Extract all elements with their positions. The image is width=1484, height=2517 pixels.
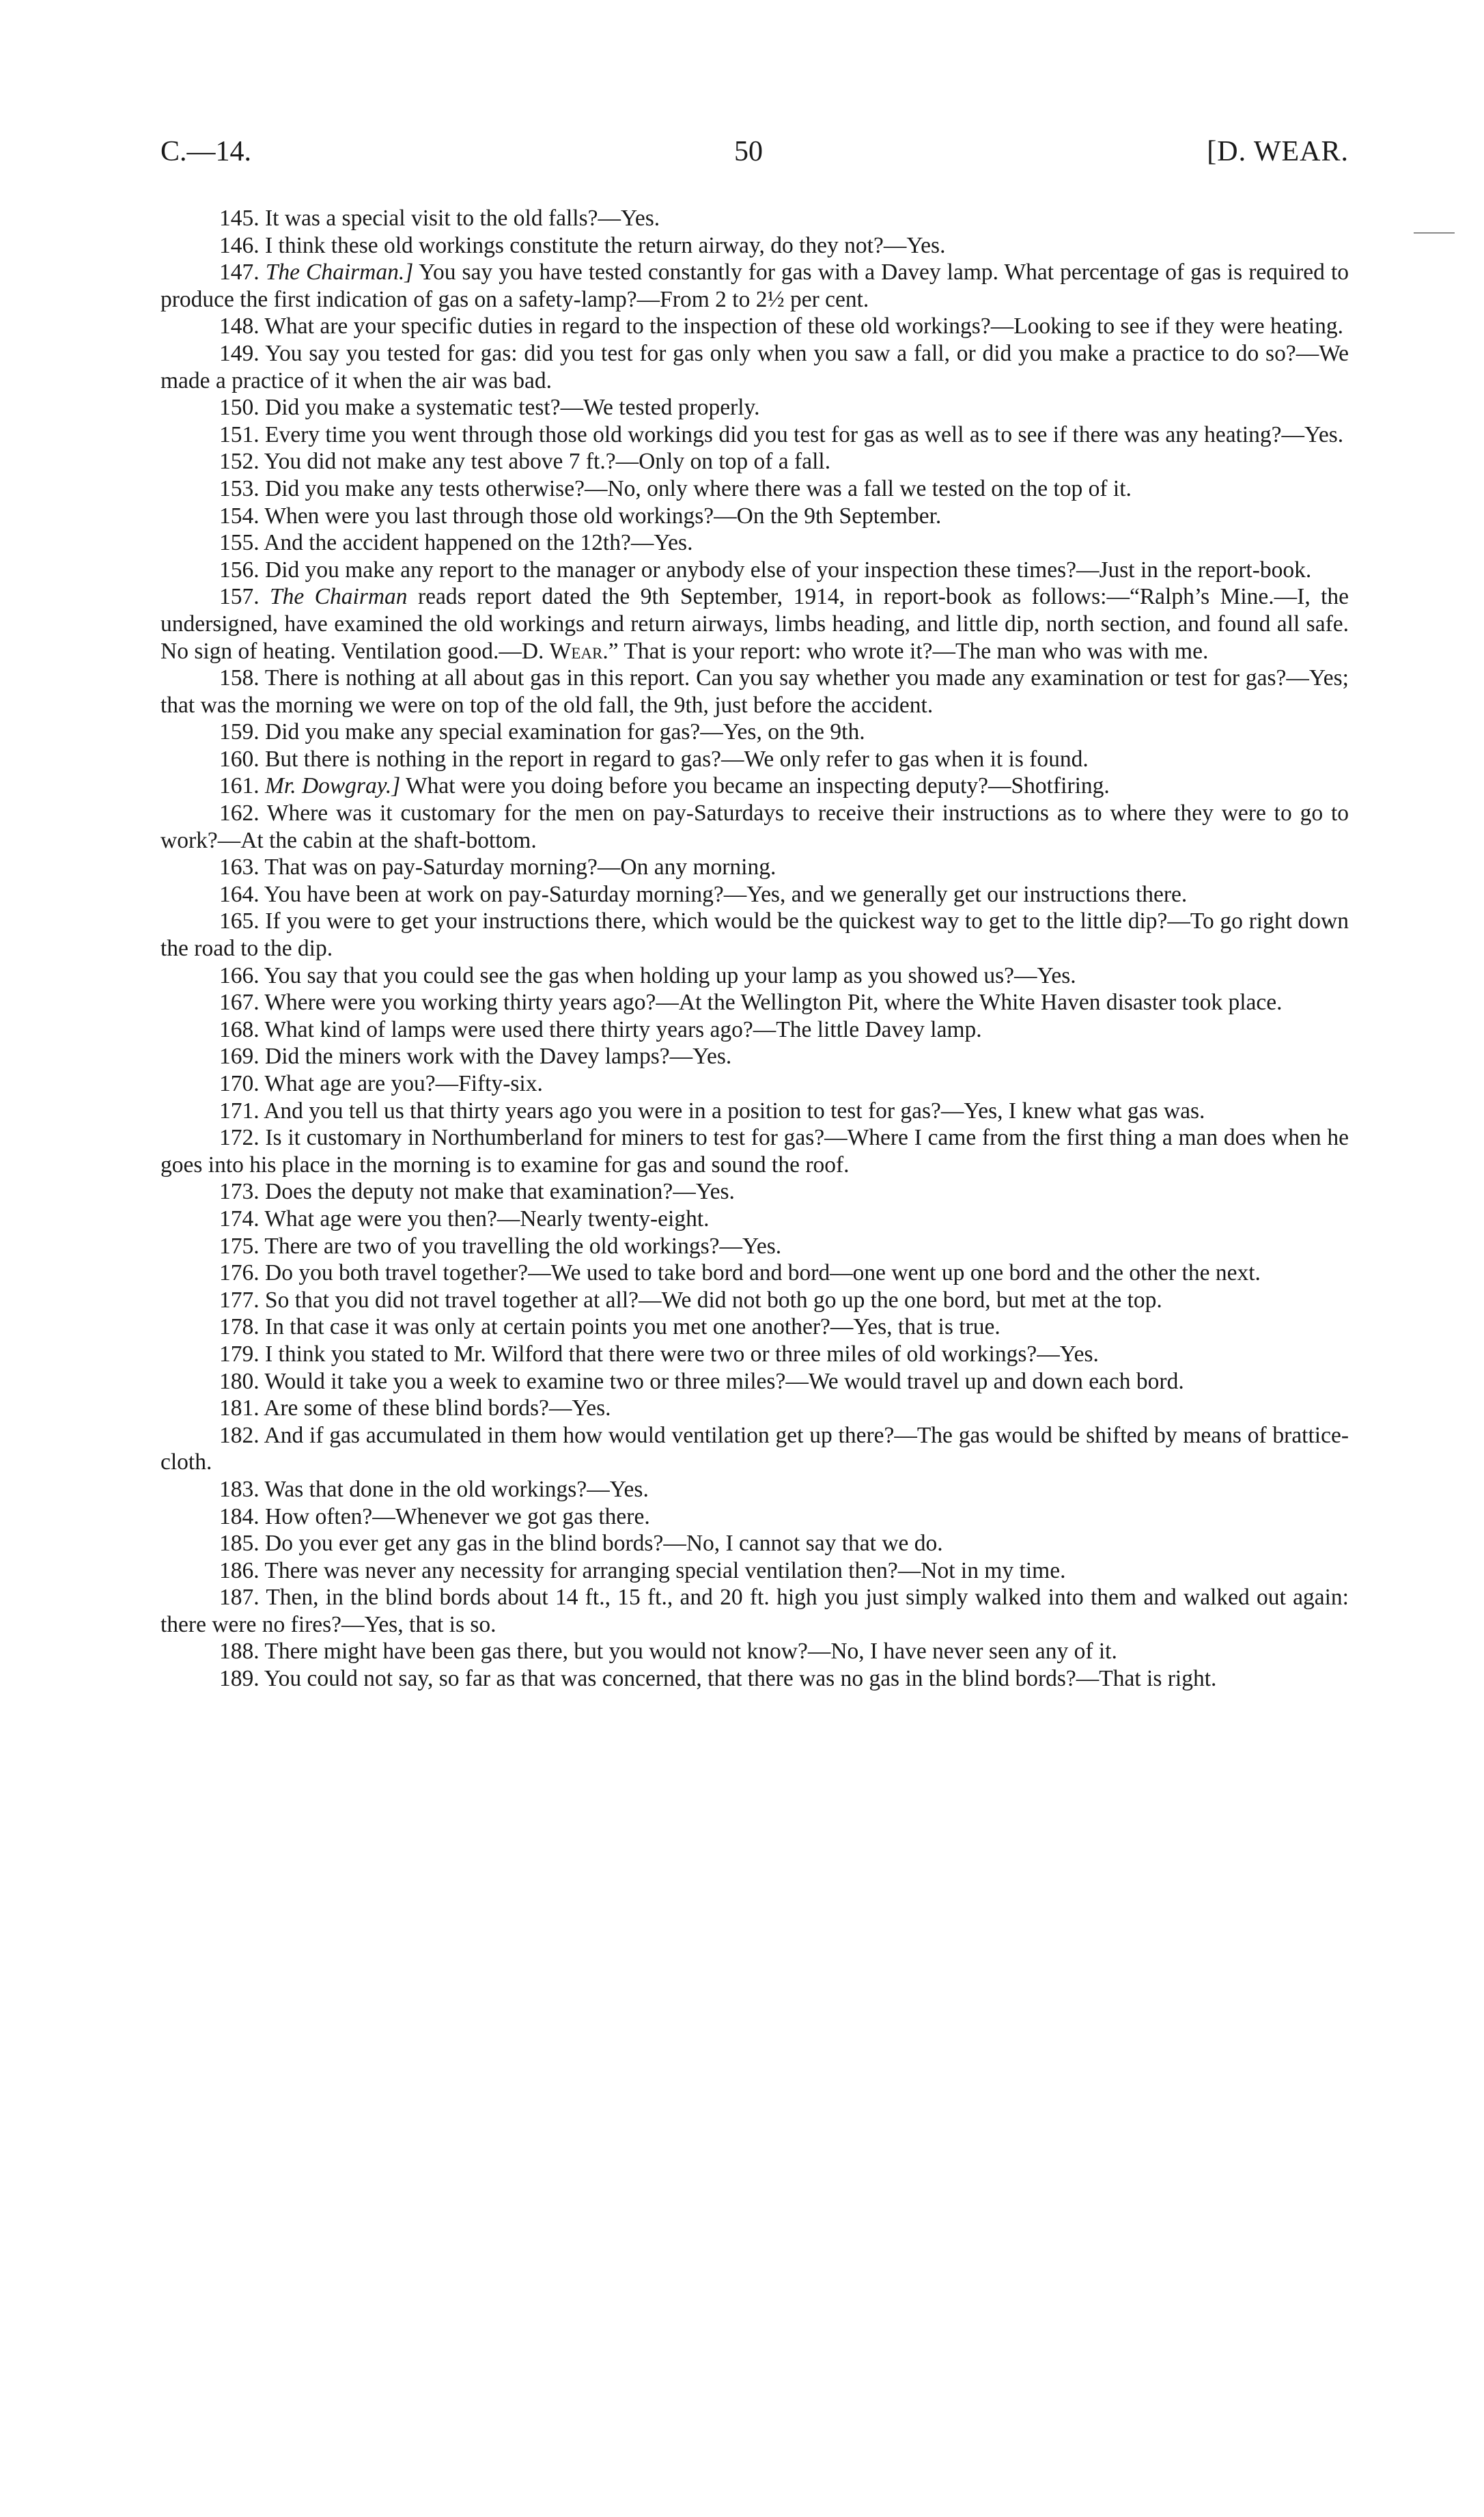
- question-number: 162.: [219, 801, 260, 826]
- question-answer-text: There are two of you travelling the old workings?—Yes.: [264, 1233, 782, 1259]
- question-number: 161.: [219, 773, 260, 799]
- question-answer-text: Was that done in the old workings?—Yes.: [264, 1476, 649, 1502]
- question-number: 171.: [219, 1098, 260, 1124]
- question-number: 165.: [219, 908, 260, 934]
- testimony-paragraph: [160, 719, 1349, 746]
- question-answer-text: So that you did not travel together at all?—We did not both go up the one bord, but met at the top.: [265, 1287, 1162, 1313]
- question-number: 168.: [219, 1016, 260, 1042]
- question-answer-text: reads report dated the 9th September, 1914, in report-book as follows:—“Ralph’s Mine.—I, the undersigned, have examined the old workings and return airways, limbs heading, and little dip, north section, and found all safe. No sign of heating. Ventilation good.—D.: [160, 584, 1349, 664]
- question-answer-text: Does the deputy not make that examination?—Yes.: [265, 1179, 735, 1205]
- testimony-paragraph: [160, 1313, 1349, 1341]
- question-number: 149.: [219, 340, 260, 366]
- testimony-paragraph: [160, 854, 1349, 881]
- testimony-paragraph: [160, 557, 1349, 584]
- question-number: 163.: [219, 854, 260, 880]
- question-number: 180.: [219, 1368, 260, 1394]
- testimony-paragraph: [160, 232, 1349, 260]
- question-answer-text: If you were to get your instructions there, which would be the quickest way to get to the little dip?—To go right down the road to the dip.: [160, 908, 1349, 962]
- speaker-label: The Chairman: [270, 584, 408, 610]
- testimony-paragraph: [160, 1233, 1349, 1260]
- testimony-paragraph: [160, 1557, 1349, 1585]
- question-number: 189.: [219, 1666, 260, 1692]
- testimony-paragraph: [160, 259, 1349, 313]
- question-answer-text-continued: ” That is your report: who wrote it?—The man who was with me.: [608, 638, 1209, 664]
- question-answer-text: Every time you went through those old workings did you test for gas as well as to see if there was any heating?—Yes.: [265, 421, 1344, 447]
- question-answer-text: Is it customary in Northumberland for miners to test for gas?—Where I came from the first thing a man does when he goes into his place in the morning is to examine for gas and sound the roof.: [160, 1125, 1349, 1178]
- question-answer-text: But there is nothing in the report in regard to gas?—We only refer to gas when it is found.: [265, 746, 1089, 772]
- question-number: 188.: [219, 1639, 260, 1665]
- question-number: 164.: [219, 881, 260, 907]
- testimony-paragraph: [160, 962, 1349, 990]
- testimony-paragraph: [160, 800, 1349, 854]
- question-answer-text: And you tell us that thirty years ago you were in a position to test for gas?—Yes, I knew what gas was.: [264, 1098, 1205, 1124]
- testimony-paragraph: [160, 746, 1349, 773]
- speaker-label: The Chairman.]: [265, 260, 414, 286]
- question-number: 181.: [219, 1395, 260, 1421]
- document-reference: C.—14.: [160, 136, 252, 167]
- question-number: 150.: [219, 395, 260, 421]
- question-answer-text: What age were you then?—Nearly twenty-eight.: [264, 1206, 710, 1232]
- question-number: 156.: [219, 557, 260, 583]
- question-number: 167.: [219, 990, 260, 1016]
- question-number: 182.: [219, 1422, 260, 1448]
- question-number: 157.: [219, 584, 260, 610]
- margin-mark: [1414, 232, 1455, 234]
- question-number: 147.: [219, 260, 260, 286]
- testimony-paragraph: [160, 394, 1349, 421]
- testimony-paragraph: [160, 989, 1349, 1016]
- testimony-paragraph: [160, 1422, 1349, 1476]
- question-answer-text: There is nothing at all about gas in this report. Can you say whether you made any examination or test for gas?—Yes; that was the morning we were on top of the old fall, the 9th, just before the accident.: [160, 665, 1349, 718]
- testimony-paragraph: [160, 1043, 1349, 1070]
- testimony-paragraph: [160, 475, 1349, 503]
- question-answer-text: That was on pay-Saturday morning?—On any morning.: [264, 854, 776, 880]
- signature-name: Wear.: [549, 638, 608, 664]
- question-number: 173.: [219, 1179, 260, 1205]
- question-number: 187.: [219, 1585, 260, 1611]
- question-number: 160.: [219, 746, 260, 772]
- question-answer-text: You say you have tested constantly for gas with a Davey lamp. What percentage of gas is required to produce the first indication of gas on a safety-lamp?—From 2 to 2½ per cent.: [160, 260, 1349, 312]
- question-number: 170.: [219, 1071, 260, 1096]
- testimony-paragraph: [160, 1016, 1349, 1044]
- question-answer-text: Do you ever get any gas in the blind bords?—No, I cannot say that we do.: [265, 1531, 943, 1557]
- question-answer-text: And if gas accumulated in them how would ventilation get up there?—The gas would be shifted by means of brattice-cloth.: [160, 1422, 1349, 1475]
- question-answer-text: You did not make any test above 7 ft.?—Only on top of a fall.: [264, 449, 831, 475]
- question-number: 169.: [219, 1044, 260, 1070]
- question-answer-text: There was never any necessity for arranging special ventilation then?—Not in my time.: [264, 1557, 1066, 1583]
- testimony-paragraph: [160, 1287, 1349, 1314]
- testimony-paragraph: [160, 1178, 1349, 1206]
- question-number: 145.: [219, 206, 260, 231]
- question-answer-text: And the accident happened on the 12th?—Yes.: [264, 530, 693, 556]
- testimony-paragraph: [160, 503, 1349, 530]
- question-answer-text: I think you stated to Mr. Wilford that there were two or three miles of old workings?—Yes.: [265, 1341, 1099, 1367]
- question-answer-text: You could not say, so far as that was concerned, that there was no gas in the blind bords?—That is right.: [264, 1666, 1217, 1692]
- question-answer-text: What are your specific duties in regard to the inspection of these old workings?—Looking to see if they were heating.: [264, 314, 1344, 339]
- question-answer-text: Do you both travel together?—We used to take bord and bord—one went up one bord and the other the next.: [265, 1260, 1261, 1286]
- question-answer-text: What kind of lamps were used there thirty years ago?—The little Davey lamp.: [264, 1016, 982, 1042]
- question-answer-text: Where was it customary for the men on pay-Saturdays to receive their instructions as to where they were to go to work?—At the cabin at the shaft-bottom.: [160, 801, 1349, 853]
- testimony-body: [160, 205, 1349, 1693]
- testimony-paragraph: [160, 1638, 1349, 1665]
- question-number: 186.: [219, 1557, 260, 1583]
- question-number: 175.: [219, 1233, 260, 1259]
- question-number: 174.: [219, 1206, 260, 1232]
- testimony-paragraph: [160, 1476, 1349, 1503]
- question-answer-text: It was a special visit to the old falls?—Yes.: [265, 206, 660, 231]
- question-answer-text: Did you make any tests otherwise?—No, only where there was a fall we tested on the top of it.: [265, 475, 1132, 501]
- testimony-paragraph: [160, 1530, 1349, 1557]
- question-answer-text: I think these old workings constitute the return airway, do they not?—Yes.: [265, 232, 946, 258]
- testimony-paragraph: [160, 529, 1349, 557]
- question-answer-text: Did you make any special examination for gas?—Yes, on the 9th.: [265, 719, 865, 745]
- testimony-paragraph: [160, 583, 1349, 665]
- question-number: 184.: [219, 1503, 260, 1529]
- testimony-paragraph: [160, 1124, 1349, 1178]
- testimony-paragraph: [160, 773, 1349, 800]
- testimony-paragraph: [160, 1368, 1349, 1395]
- testimony-paragraph: [160, 881, 1349, 908]
- testimony-paragraph: [160, 1098, 1349, 1125]
- testimony-paragraph: [160, 1665, 1349, 1693]
- question-number: 155.: [219, 530, 260, 556]
- question-answer-text: In that case it was only at certain points you met one another?—Yes, that is true.: [265, 1314, 1000, 1340]
- question-answer-text: You say that you could see the gas when holding up your lamp as you showed us?—Yes.: [264, 962, 1076, 988]
- testimony-paragraph: [160, 1260, 1349, 1287]
- question-number: 154.: [219, 503, 260, 529]
- page-header: [160, 135, 1349, 176]
- question-answer-text: You have been at work on pay-Saturday morning?—Yes, and we generally get our instructions there.: [264, 881, 1188, 907]
- question-answer-text: Would it take you a week to examine two or three miles?—We would travel up and down each bord.: [264, 1368, 1184, 1394]
- testimony-paragraph: [160, 313, 1349, 340]
- testimony-paragraph: [160, 1395, 1349, 1422]
- question-answer-text: When were you last through those old workings?—On the 9th September.: [264, 503, 942, 529]
- testimony-paragraph: [160, 665, 1349, 719]
- question-number: 146.: [219, 232, 260, 258]
- question-answer-text: What were you doing before you became an inspecting deputy?—Shotfiring.: [406, 773, 1110, 799]
- page-number: 50: [734, 136, 763, 167]
- question-answer-text: Did you make any report to the manager or anybody else of your inspection these times?—Just in the report-book.: [265, 557, 1312, 583]
- question-number: 176.: [219, 1260, 260, 1286]
- question-answer-text: There might have been gas there, but you would not know?—No, I have never seen any of it.: [264, 1639, 1117, 1665]
- question-answer-text: Then, in the blind bords about 14 ft., 15 ft., and 20 ft. high you just simply walked into them and walked out again: there were no fires?—Yes, that is so.: [160, 1585, 1349, 1637]
- question-number: 166.: [219, 962, 260, 988]
- question-number: 179.: [219, 1341, 260, 1367]
- witness-name: [D. WEAR.: [1207, 136, 1349, 167]
- testimony-paragraph: [160, 908, 1349, 962]
- question-number: 178.: [219, 1314, 260, 1340]
- question-number: 159.: [219, 719, 260, 745]
- testimony-paragraph: [160, 340, 1349, 394]
- testimony-paragraph: [160, 1070, 1349, 1098]
- question-answer-text: What age are you?—Fifty-six.: [264, 1071, 543, 1096]
- testimony-paragraph: [160, 1341, 1349, 1368]
- question-number: 152.: [219, 449, 260, 475]
- question-answer-text: Did you make a systematic test?—We tested properly.: [265, 395, 760, 421]
- testimony-paragraph: [160, 1503, 1349, 1531]
- question-answer-text: Did the miners work with the Davey lamps?—Yes.: [265, 1044, 732, 1070]
- question-number: 153.: [219, 475, 260, 501]
- testimony-paragraph: [160, 1584, 1349, 1638]
- question-answer-text: Where were you working thirty years ago?—At the Wellington Pit, where the White Haven disaster took place.: [264, 990, 1283, 1016]
- question-answer-text: How often?—Whenever we got gas there.: [265, 1503, 650, 1529]
- speaker-label: Mr. Dowgray.]: [265, 773, 401, 799]
- testimony-paragraph: [160, 421, 1349, 449]
- question-answer-text: You say you tested for gas: did you test for gas only when you saw a fall, or did you make a practice to do so?—We made a practice of it when the air was bad.: [160, 340, 1349, 393]
- question-number: 177.: [219, 1287, 260, 1313]
- question-number: 172.: [219, 1125, 260, 1151]
- question-number: 158.: [219, 665, 260, 691]
- question-number: 183.: [219, 1476, 260, 1502]
- question-number: 148.: [219, 314, 260, 339]
- testimony-paragraph: [160, 205, 1349, 232]
- question-number: 185.: [219, 1531, 260, 1557]
- testimony-paragraph: [160, 448, 1349, 475]
- testimony-paragraph: [160, 1206, 1349, 1233]
- question-answer-text: Are some of these blind bords?—Yes.: [264, 1395, 611, 1421]
- question-number: 151.: [219, 421, 260, 447]
